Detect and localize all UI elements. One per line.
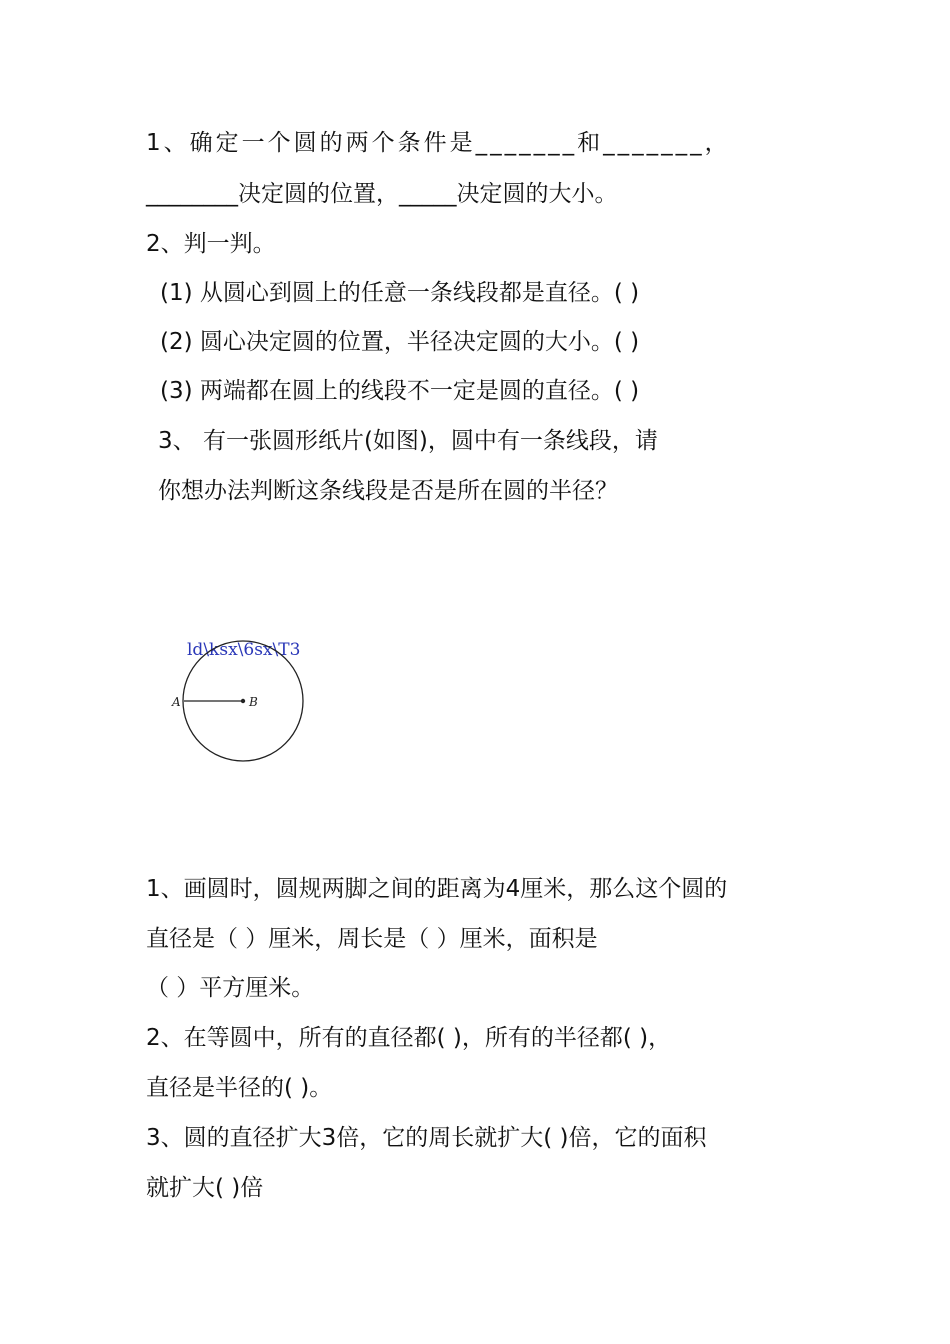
p2-q1-line3: （ ）平方厘米。: [146, 975, 315, 1001]
q3-line1: 3、 有一张圆形纸片(如图)，圆中有一条线段，请: [158, 428, 658, 454]
point-b: [241, 699, 245, 703]
q2-title: 2、判一判。: [146, 231, 276, 257]
q1-line1: 1、确定一个圆的两个条件是_______和_______，: [146, 130, 731, 156]
circle-figure: [165, 640, 325, 770]
q2-item-2: (2) 圆心决定圆的位置，半径决定圆的大小。( ): [160, 329, 640, 355]
q2-item-1: (1) 从圆心到圆上的任意一条线段都是直径。( ): [160, 280, 640, 306]
p2-q1-line1: 1、画圆时，圆规两脚之间的距离为4厘米，那么这个圆的: [146, 876, 728, 902]
p2-q1-line2: 直径是（ ）厘米，周长是（ ）厘米，面积是: [146, 926, 598, 952]
q3-line2: 你想办法判断这条线段是否是所在圆的半径？: [158, 478, 618, 504]
label-a: A: [172, 695, 181, 709]
q1-line2: ________决定圆的位置，_____决定圆的大小。: [146, 181, 618, 207]
label-b: B: [249, 695, 258, 709]
q2-item-3: (3) 两端都在圆上的线段不一定是圆的直径。( ): [160, 378, 640, 404]
p2-q2-line1: 2、在等圆中，所有的直径都( )，所有的半径都( )，: [146, 1025, 672, 1051]
figure-watermark: ld\ksx\6sx\T3: [187, 640, 301, 660]
p2-q3-line1: 3、圆的直径扩大3倍，它的周长就扩大( )倍，它的面积: [146, 1125, 707, 1151]
p2-q3-line2: 就扩大( )倍: [146, 1175, 264, 1201]
p2-q2-line2: 直径是半径的( )。: [146, 1075, 333, 1101]
